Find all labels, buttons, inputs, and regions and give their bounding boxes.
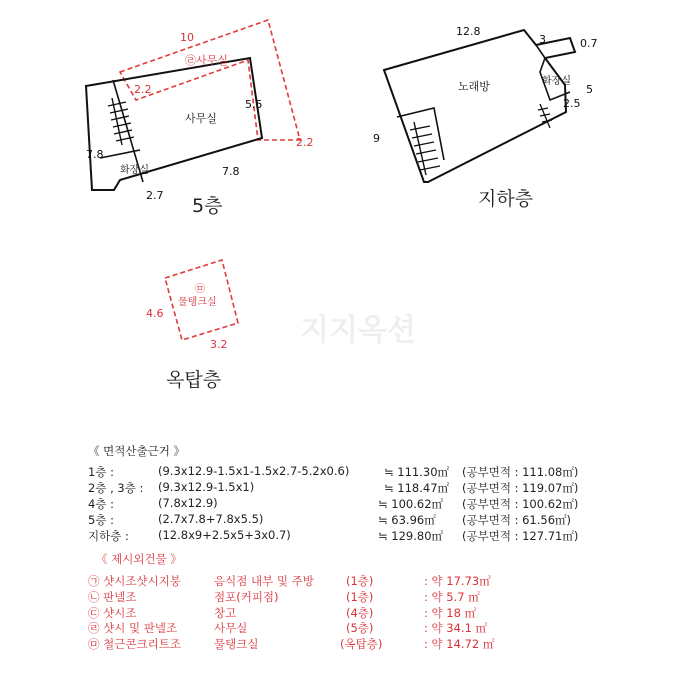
basement-building-outline: [384, 30, 575, 182]
basis-floor: 1층 :: [88, 465, 114, 479]
basement-karaoke-label: 노래방: [458, 80, 490, 93]
basis-public-area: (공부면적 : 111.08㎡): [462, 465, 579, 479]
rooftop-tank-label: 물탱크실: [178, 297, 217, 308]
basis-formula: (9.3x12.9-1.5x1-1.5x2.7-5.2x0.6): [158, 464, 350, 478]
excluded-floor: (1층): [346, 574, 374, 588]
excluded-floor: (1층): [346, 590, 374, 604]
rooftop-dim-32: 3.2: [210, 338, 228, 351]
basis-area: ≒ 63.96㎡: [378, 513, 436, 527]
floor5-dim-55: 5.5: [245, 98, 263, 111]
excluded-use: 점포(커피점): [214, 590, 279, 604]
area-basis-header: 《 면적산출근거 》: [88, 444, 185, 458]
excluded-floor: (5층): [346, 621, 374, 635]
basement-toilet-label: 화장실: [542, 76, 571, 87]
basis-floor: 5층 :: [88, 513, 114, 527]
basement-plan: [373, 25, 598, 210]
basis-public-area: (공부면적 : 100.62㎡): [462, 497, 579, 511]
floor5-dim-27: 2.7: [146, 189, 164, 202]
basis-formula: (2.7x7.8+7.8x5.5): [158, 512, 264, 526]
excluded-structure: ㉣ 샷시 및 판넬조: [88, 621, 178, 635]
excluded-floor: (옥탑층): [340, 637, 383, 651]
floor5-dim-22-right: 2.2: [296, 136, 314, 149]
floor5-dim-78-bottom: 7.8: [222, 165, 240, 178]
excluded-floor: (4층): [346, 606, 374, 620]
excluded-area: : 약 34.1 ㎡: [424, 621, 488, 635]
basement-dim-128: 12.8: [456, 25, 481, 38]
basement-stair: [410, 122, 440, 175]
excluded-area: : 약 5.7 ㎡: [424, 590, 480, 604]
floor5-annex-label: ㉣사무실: [185, 54, 228, 67]
rooftop-plan: [146, 260, 238, 391]
rooftop-dim-46: 4.6: [146, 307, 164, 320]
excluded-use: 사무실: [214, 621, 248, 635]
basis-floor: 2층 , 3층 :: [88, 481, 144, 495]
basement-title: 지하층: [478, 188, 534, 210]
floor5-dim-10: 10: [180, 31, 194, 44]
excluded-structure: ㉤ 철근콘크리트조: [88, 637, 181, 651]
basement-dim-25: 2.5: [563, 97, 581, 110]
basis-area: ≒ 100.62㎡: [378, 497, 444, 511]
basis-floor: 4층 :: [88, 497, 114, 511]
basis-public-area: (공부면적 : 119.07㎡): [462, 481, 579, 495]
basement-dim-9: 9: [373, 132, 380, 145]
floor5-toilet-label: 화장실: [120, 165, 149, 176]
excluded-structure: ㉢ 샷시조: [88, 606, 137, 620]
floor5-dim-22-top: 2.2: [134, 83, 152, 96]
basis-public-area: (공부면적 : 127.71㎡): [462, 529, 579, 543]
basement-dim-5: 5: [586, 83, 593, 96]
excluded-buildings-header: 《 제시외건물 》: [96, 552, 182, 566]
basis-area: ≒ 118.47㎡: [384, 481, 450, 495]
basement-dim-3: 3: [539, 33, 546, 46]
floor5-title: 5층: [192, 195, 223, 217]
excluded-structure: ㉡ 판넬조: [88, 590, 137, 604]
excluded-area: : 약 14.72 ㎡: [424, 637, 495, 651]
floor5-office-label: 사무실: [185, 112, 217, 125]
rooftop-title: 옥탑층: [166, 369, 222, 391]
floor5-plan: [86, 20, 314, 217]
excluded-use: 물탱크실: [214, 637, 259, 651]
excluded-area: : 약 18 ㎡: [424, 606, 477, 620]
excluded-area: : 약 17.73㎡: [424, 574, 491, 588]
basement-dim-07: 0.7: [580, 37, 598, 50]
floor5-dim-78-left: 7.8: [86, 148, 104, 161]
basis-floor: 지하층 :: [88, 529, 129, 543]
basis-public-area: (공부면적 : 61.56㎡): [462, 513, 572, 527]
excluded-use: 음식점 내부 및 주방: [214, 574, 314, 588]
watermark: 지지옥션: [300, 313, 416, 348]
basis-formula: (12.8x9+2.5x5+3x0.7): [158, 528, 291, 542]
basis-area: ≒ 111.30㎡: [384, 465, 450, 479]
rooftop-symbol: ㉤: [195, 284, 205, 295]
excluded-structure: ㉠ 샷시조샷시지붕: [88, 574, 181, 588]
basis-formula: (9.3x12.9-1.5x1): [158, 480, 255, 494]
excluded-use: 창고: [214, 606, 237, 620]
basis-area: ≒ 129.80㎡: [378, 529, 444, 543]
basis-formula: (7.8x12.9): [158, 496, 218, 510]
